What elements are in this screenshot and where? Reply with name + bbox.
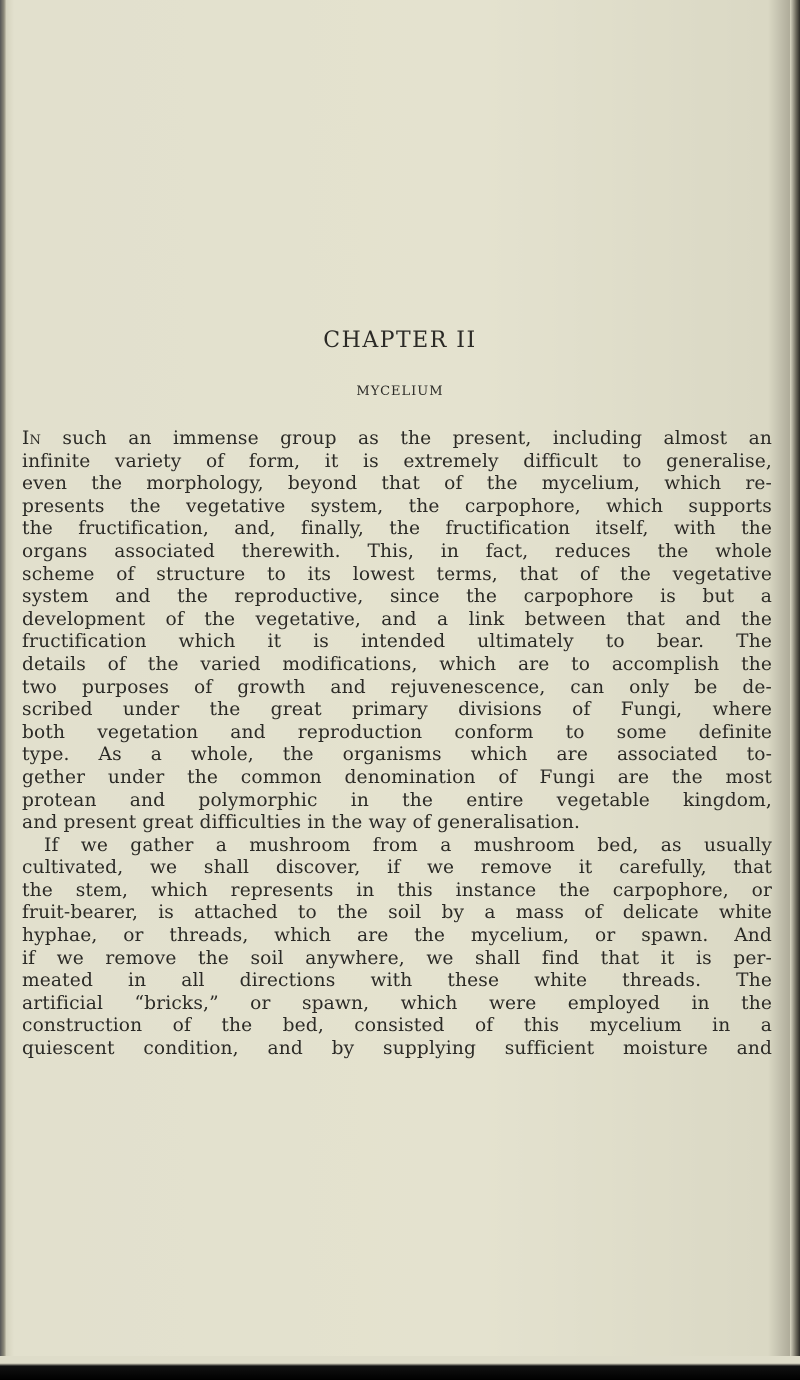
drop-word: In — [22, 428, 42, 449]
text-line: even the morphology, beyond that of the mycelium, which re- — [22, 473, 772, 495]
text-line: two purposes of growth and rejuvenescence, can only be de- — [22, 676, 772, 698]
text-line: cultivated, we shall discover, if we remove it carefully, that — [22, 857, 772, 879]
text-line: scheme of structure to its lowest terms, that of the vegetative — [22, 563, 772, 585]
text-line: type. As a whole, the organisms which are associated to- — [22, 744, 772, 766]
text-line: if we remove the soil anywhere, we shall find that it is per- — [22, 947, 772, 969]
text-line: artificial “bricks,” or spawn, which were employed in the — [22, 992, 772, 1014]
text-line: scribed under the great primary divisions of Fungi, where — [22, 699, 772, 721]
paragraph-1 — [22, 428, 772, 835]
paragraph-2 — [22, 835, 772, 1061]
text-line: fructification which it is intended ultimately to bear. The — [22, 631, 772, 653]
text-line: the stem, which represents in this instance the carpophore, or — [22, 879, 772, 901]
text-line: the fructification, and, finally, the fructification itself, with the — [22, 518, 772, 540]
text-line: hyphae, or threads, which are the mycelium, or spawn. And — [22, 925, 772, 947]
section-title: MYCELIUM — [356, 384, 444, 399]
text-line: system and the reproductive, since the carpophore is but a — [22, 586, 772, 608]
text-line: both vegetation and reproduction conform to some definite — [22, 721, 772, 743]
chapter-heading: CHAPTER II — [323, 328, 477, 353]
page-bottom-edge — [0, 1356, 800, 1380]
paragraph-1-first-line: In such an immense group as the present, including almost an — [22, 428, 772, 449]
text-line: infinite variety of form, it is extremely difficult to generalise, — [22, 450, 772, 472]
text-line: development of the vegetative, and a link between that and the — [22, 608, 772, 630]
text-line: gether under the common denomination of Fungi are the most — [22, 766, 772, 788]
text-line: organs associated therewith. This, in fact, reduces the whole — [22, 540, 772, 562]
text-line: quiescent condition, and by supplying sufficient moisture and — [22, 1038, 772, 1060]
text-line: meated in all directions with these white threads. The — [22, 970, 772, 992]
page-left-shadow — [0, 0, 6, 1380]
text-line: fruit-bearer, is attached to the soil by a mass of delicate white — [22, 902, 772, 924]
paragraph-2-first-line: If we gather a mushroom from a mushroom bed, as usually — [44, 834, 772, 856]
text-line: protean and polymorphic in the entire vegetable kingdom, — [22, 789, 772, 811]
text-line: details of the varied modifications, which are to accomplish the — [22, 653, 772, 675]
text-line: and present great difficulties in the way of generalisation. — [22, 812, 581, 834]
text-line: construction of the bed, consisted of this mycelium in a — [22, 1015, 772, 1037]
body-text — [22, 428, 772, 1061]
text-line: presents the vegetative system, the carpophore, which supports — [22, 495, 772, 517]
page-right-shadow — [790, 0, 800, 1380]
